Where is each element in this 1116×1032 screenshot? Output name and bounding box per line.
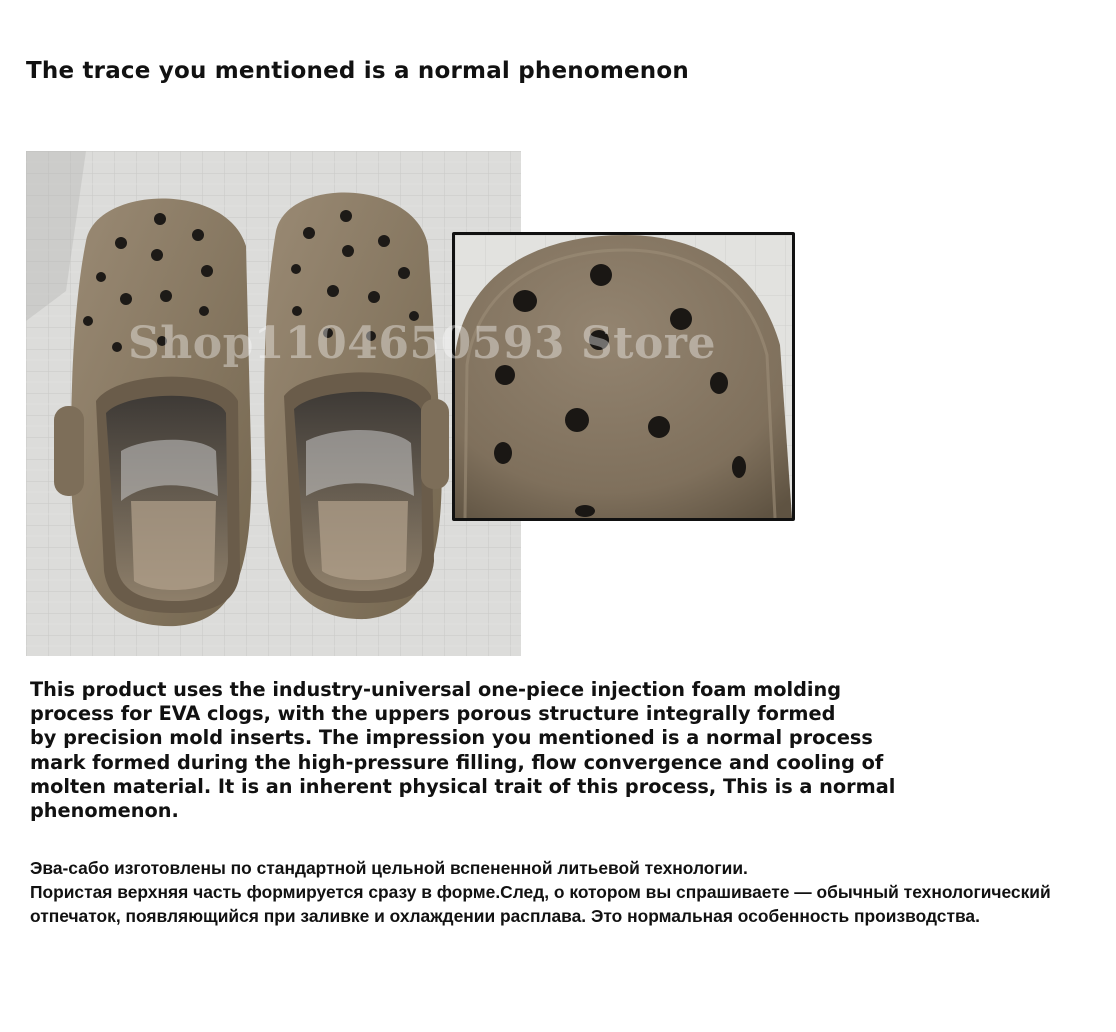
page-title: The trace you mentioned is a normal phenomenon (26, 58, 689, 84)
zoom-detail-inset (452, 232, 795, 521)
description-ru-line: отпечаток, появляющийся при заливке и охлаждении расплава. Это нормальная особенность производства. (30, 906, 980, 926)
description-en-line: molten material. It is an inherent physical trait of this process, This is a normal (30, 774, 896, 798)
description-english (30, 678, 910, 823)
description-en-line: process for EVA clogs, with the uppers porous structure integrally formed (30, 702, 836, 726)
right-clog (264, 193, 449, 620)
store-watermark: Shop1104650593 Store (128, 318, 716, 369)
description-ru-line: Эва-сабо изготовлены по стандартной цельной вспененной литьевой технологии. (30, 858, 748, 878)
description-en-line: phenomenon. (30, 799, 179, 823)
description-en-line: This product uses the industry-universal one-piece injection foam molding (30, 678, 842, 701)
left-clog (54, 199, 251, 627)
description-en-line: by precision mold inserts. The impression you mentioned is a normal process (30, 726, 873, 750)
description-russian (30, 856, 1110, 928)
description-ru-line: Пористая верхняя часть формируется сразу в форме.След, о котором вы спрашиваете — обычный технологический (30, 882, 1051, 902)
description-en-line: mark formed during the high-pressure filling, flow convergence and cooling of (30, 750, 884, 774)
product-photo (26, 151, 521, 656)
